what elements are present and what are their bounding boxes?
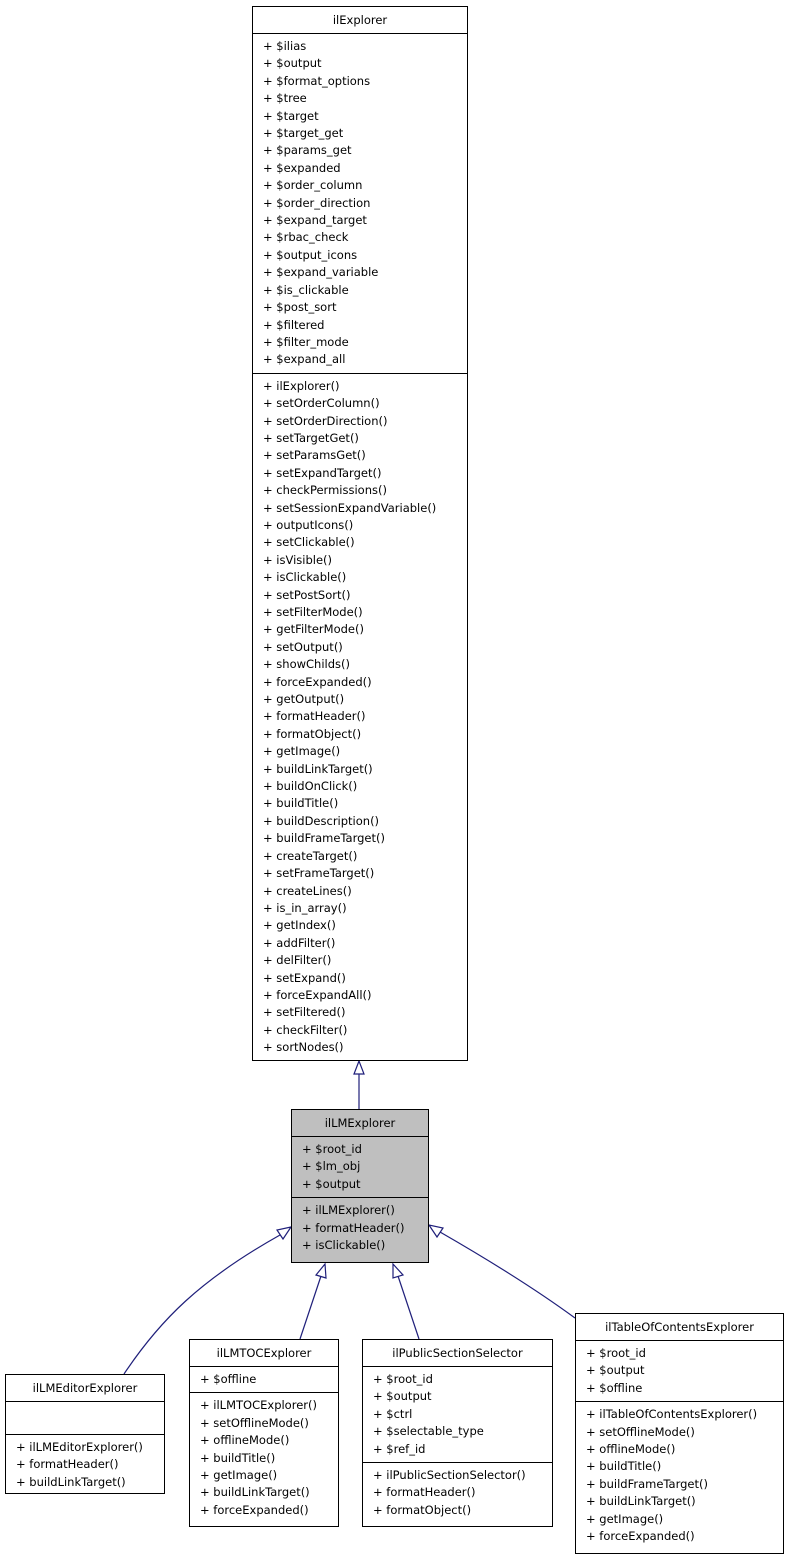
- method-row: + forceExpanded(): [263, 674, 372, 689]
- method-row: + ilPublicSectionSelector(): [373, 1468, 526, 1483]
- method-row: + setSessionExpandVariable(): [263, 500, 437, 515]
- method-row: + checkPermissions(): [263, 483, 387, 498]
- attributes-section: [363, 1367, 552, 1463]
- attribute-row: + $expand_all: [263, 352, 346, 367]
- attribute-row: + $ilias: [263, 39, 307, 53]
- method-row: + setOfflineMode(): [586, 1424, 695, 1439]
- attribute-row: + $output: [373, 1389, 432, 1404]
- attribute-row: + $root_id: [373, 1372, 433, 1386]
- attribute-row: + $expand_target: [263, 213, 367, 228]
- methods-section: [190, 1393, 338, 1523]
- method-row: + forceExpanded(): [200, 1502, 309, 1517]
- class-box-illmeditorexplorer[interactable]: [5, 1374, 165, 1494]
- attributes-section: [6, 1402, 164, 1435]
- methods-section: [253, 374, 467, 1061]
- method-row: + setClickable(): [263, 535, 355, 550]
- attribute-row: + $format_options: [263, 73, 371, 88]
- method-row: + formatObject(): [373, 1502, 472, 1517]
- attribute-row: + $root_id: [586, 1346, 646, 1360]
- method-row: + formatHeader(): [373, 1485, 476, 1500]
- empty-section: [16, 1406, 164, 1430]
- class-box-illmexplorer[interactable]: [291, 1109, 429, 1263]
- method-row: + ilLMEditorExplorer(): [16, 1440, 143, 1454]
- class-box-illmtocexplorer[interactable]: [189, 1339, 339, 1527]
- method-row: + ilExplorer(): [263, 378, 340, 393]
- method-row: + getIndex(): [263, 918, 336, 933]
- attribute-row: + $lm_obj: [302, 1159, 361, 1174]
- method-row: + createLines(): [263, 883, 352, 898]
- attribute-row: + $offline: [200, 1372, 257, 1386]
- attribute-row: + $ctrl: [373, 1406, 413, 1421]
- methods-section: [292, 1198, 428, 1258]
- method-row: + is_in_array(): [263, 900, 347, 915]
- attribute-row: + $target: [263, 108, 319, 123]
- attributes-section: [190, 1367, 338, 1393]
- method-row: + formatHeader(): [263, 709, 366, 724]
- methods-section: [576, 1402, 783, 1549]
- attribute-row: + $output: [302, 1176, 361, 1191]
- method-row: + buildTitle(): [200, 1450, 276, 1465]
- method-row: + buildFrameTarget(): [586, 1476, 708, 1491]
- attributes-section: [253, 34, 467, 374]
- attribute-row: + $expanded: [263, 160, 341, 175]
- method-row: + setTargetGet(): [263, 430, 359, 445]
- method-row: + showChilds(): [263, 657, 350, 672]
- inheritance-arrowhead-icon: [316, 1264, 326, 1278]
- attribute-row: + $order_direction: [263, 195, 371, 210]
- attribute-row: + $expand_variable: [263, 265, 379, 280]
- method-row: + ilTableOfContentsExplorer(): [586, 1407, 758, 1422]
- method-row: + getImage(): [200, 1468, 278, 1483]
- method-row: + isClickable(): [302, 1238, 386, 1253]
- attribute-row: + $selectable_type: [373, 1424, 484, 1439]
- method-row: + getImage(): [263, 744, 341, 759]
- attribute-row: + $rbac_check: [263, 230, 349, 245]
- method-row: + getFilterMode(): [263, 622, 364, 637]
- method-row: + outputIcons(): [263, 517, 354, 532]
- method-row: + ilLMExplorer(): [302, 1203, 395, 1218]
- method-row: + buildTitle(): [263, 796, 339, 811]
- method-row: + formatHeader(): [302, 1220, 405, 1235]
- attribute-row: + $params_get: [263, 143, 352, 158]
- method-row: + checkFilter(): [263, 1022, 348, 1037]
- method-row: + setOrderDirection(): [263, 413, 388, 428]
- class-box-iltableofcontentsexplorer[interactable]: [575, 1313, 784, 1554]
- method-row: + setPostSort(): [263, 587, 351, 602]
- method-row: + offlineMode(): [200, 1433, 290, 1448]
- method-row: + setExpandTarget(): [263, 465, 382, 480]
- method-row: + getImage(): [586, 1511, 664, 1526]
- edge-ilpublicsectionselector-to-illmexplorer: [398, 1276, 419, 1339]
- class-name: ilLMExplorer: [292, 1110, 428, 1137]
- method-row: + formatObject(): [263, 726, 362, 741]
- methods-section: [6, 1435, 164, 1495]
- method-row: + offlineMode(): [586, 1442, 676, 1457]
- method-row: + setFrameTarget(): [263, 866, 375, 881]
- method-row: + buildFrameTarget(): [263, 831, 385, 846]
- attribute-row: + $output_icons: [263, 247, 358, 262]
- method-row: + setFilterMode(): [263, 605, 363, 619]
- method-row: + sortNodes(): [263, 1040, 344, 1055]
- method-row: + setOrderColumn(): [263, 396, 380, 411]
- attribute-row: + $offline: [586, 1380, 643, 1395]
- method-row: + getOutput(): [263, 692, 345, 707]
- class-name: ilLMEditorExplorer: [6, 1375, 164, 1402]
- method-row: + buildLinkTarget(): [586, 1494, 696, 1509]
- methods-section: [363, 1463, 552, 1523]
- class-name: ilLMTOCExplorer: [190, 1340, 338, 1367]
- attribute-row: + $tree: [263, 91, 307, 106]
- inheritance-arrowhead-icon: [429, 1225, 443, 1237]
- method-row: + buildTitle(): [586, 1459, 662, 1474]
- attribute-row: + $is_clickable: [263, 282, 349, 297]
- method-row: + setOutput(): [263, 639, 343, 654]
- class-name: ilPublicSectionSelector: [363, 1340, 552, 1367]
- inheritance-arrowhead-icon: [393, 1264, 403, 1278]
- attribute-row: + $ref_id: [373, 1441, 426, 1456]
- method-row: + buildDescription(): [263, 813, 380, 828]
- class-name: ilExplorer: [253, 7, 467, 34]
- inheritance-arrowhead-icon: [277, 1227, 291, 1239]
- edge-illmtocexplorer-to-illmexplorer: [300, 1276, 321, 1339]
- method-row: + setOfflineMode(): [200, 1415, 309, 1430]
- attribute-row: + $output: [263, 56, 322, 71]
- class-box-ilpublicsectionselector[interactable]: [362, 1339, 553, 1527]
- class-name: ilTableOfContentsExplorer: [576, 1314, 783, 1341]
- inheritance-arrowhead-icon: [354, 1061, 364, 1074]
- attribute-row: + $order_column: [263, 178, 363, 193]
- class-box-ilexplorer[interactable]: [252, 6, 468, 1061]
- attribute-row: + $root_id: [302, 1142, 362, 1156]
- method-row: + formatHeader(): [16, 1457, 119, 1472]
- method-row: + forceExpandAll(): [263, 987, 372, 1002]
- attribute-row: + $output: [586, 1363, 645, 1378]
- method-row: + isVisible(): [263, 552, 333, 567]
- attribute-row: + $filter_mode: [263, 334, 349, 349]
- attribute-row: + $post_sort: [263, 300, 337, 315]
- method-row: + ilLMTOCExplorer(): [200, 1398, 317, 1413]
- method-row: + forceExpanded(): [586, 1529, 695, 1544]
- attribute-row: + $target_get: [263, 126, 344, 141]
- method-row: + isClickable(): [263, 570, 347, 585]
- method-row: + delFilter(): [263, 953, 332, 968]
- edge-iltableofcontentsexplorer-to-illmexplorer: [440, 1232, 575, 1318]
- method-row: + setExpand(): [263, 970, 346, 985]
- method-row: + setFiltered(): [263, 1005, 346, 1020]
- method-row: + setParamsGet(): [263, 448, 366, 463]
- method-row: + buildLinkTarget(): [200, 1485, 310, 1500]
- attributes-section: [576, 1341, 783, 1402]
- method-row: + buildLinkTarget(): [263, 761, 373, 776]
- method-row: + buildOnClick(): [263, 779, 358, 794]
- method-row: + addFilter(): [263, 935, 336, 950]
- method-row: + buildLinkTarget(): [16, 1474, 126, 1489]
- attributes-section: [292, 1137, 428, 1198]
- attribute-row: + $filtered: [263, 317, 325, 332]
- method-row: + createTarget(): [263, 848, 358, 863]
